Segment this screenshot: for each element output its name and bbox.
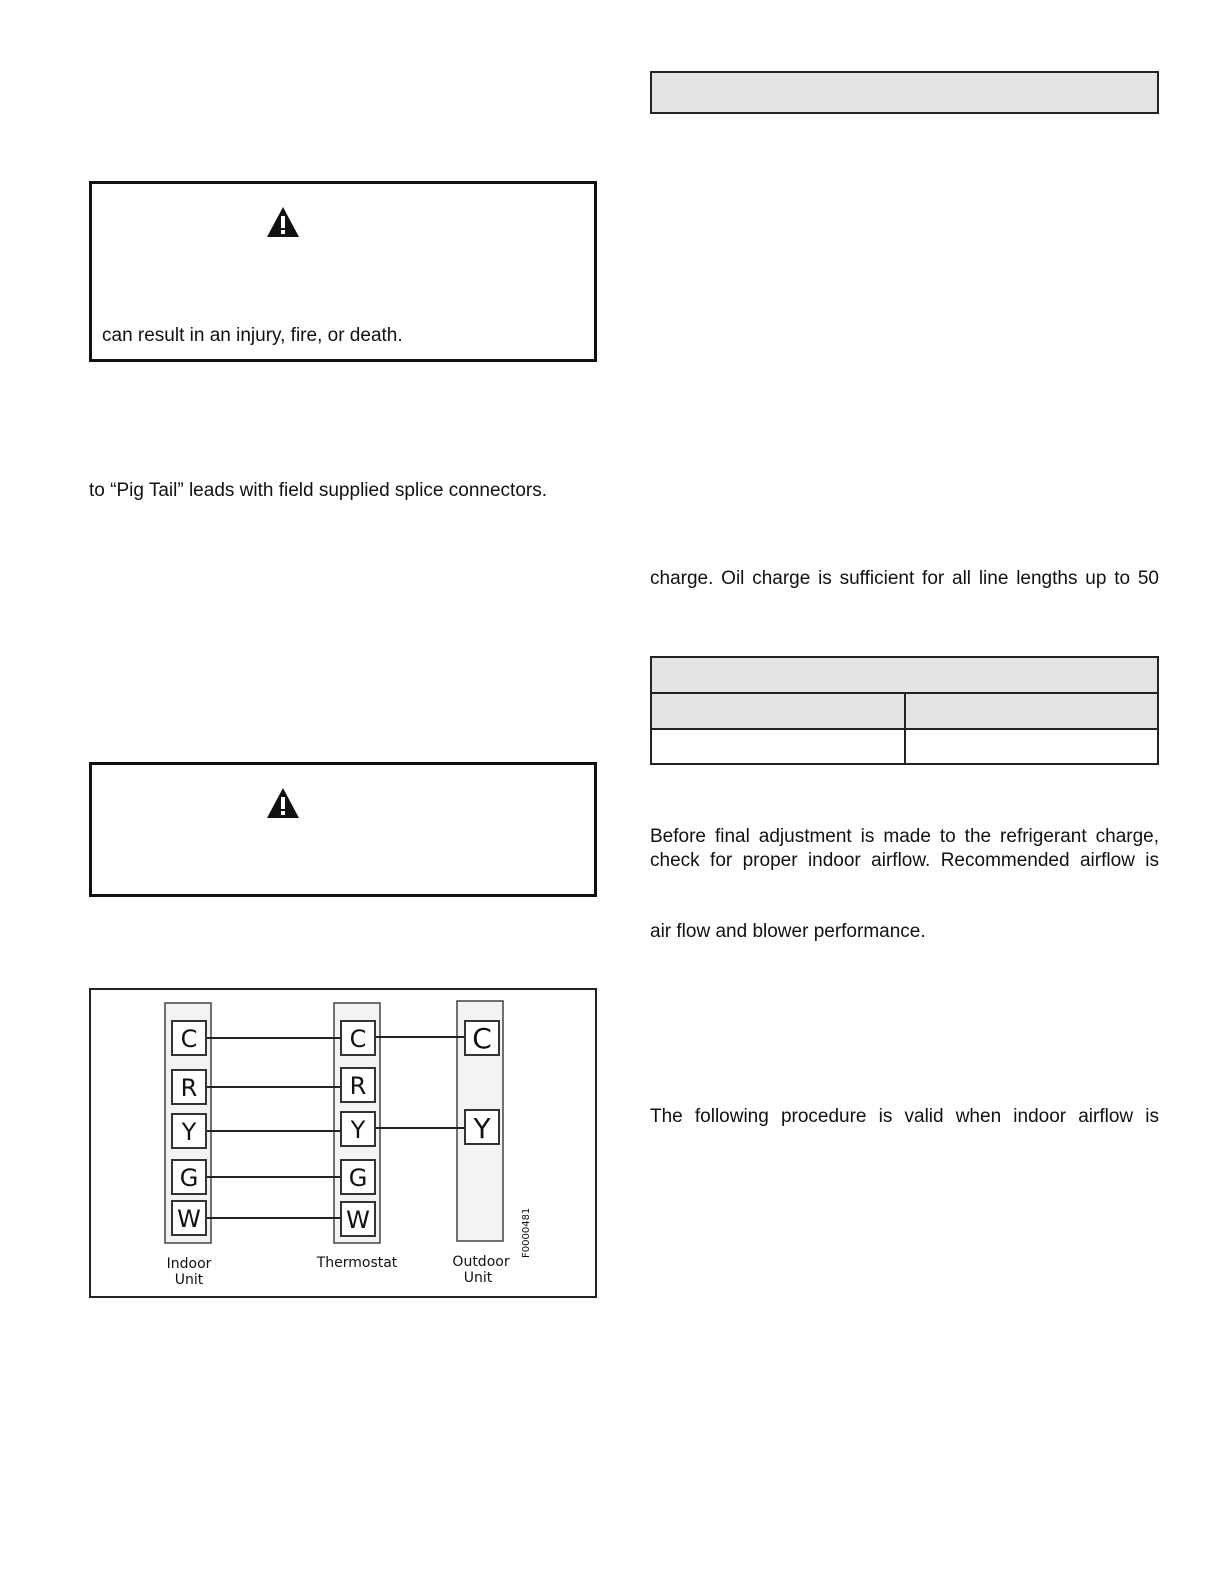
indoor-terminal-w [172, 1201, 206, 1235]
svg-text:Y: Y [181, 1118, 197, 1146]
outdoor-unit-label-2: Unit [463, 1270, 493, 1286]
procedure-text: The following procedure is valid when indoor airflow is [650, 1106, 1159, 1127]
table-cell-1 [652, 730, 906, 763]
outdoor-terminal-y [465, 1110, 499, 1145]
airflow-line-3: air flow and blower performance. [650, 921, 926, 942]
thermostat-terminal-g [341, 1160, 375, 1194]
table-header-row [652, 694, 1157, 730]
svg-text:Y: Y [473, 1112, 491, 1145]
table-title-row [652, 658, 1157, 694]
svg-text:G: G [348, 1164, 368, 1192]
indoor-unit-label: Indoor [166, 1256, 212, 1272]
oil-charge-text: charge. Oil charge is sufficient for all line lengths up to 50 [650, 568, 1159, 589]
svg-text:C: C [349, 1025, 367, 1053]
section-heading-bar [650, 71, 1159, 114]
warning-triangle-icon [266, 787, 300, 819]
table-header-cell-2 [906, 694, 1157, 728]
wiring-diagram-svg [91, 990, 595, 1296]
thermostat-label: Thermostat [316, 1255, 398, 1271]
warning-box-2 [89, 762, 597, 897]
table-header-cell-1 [652, 694, 906, 728]
svg-text:Y: Y [350, 1116, 366, 1144]
svg-text:W: W [177, 1205, 201, 1233]
thermostat-terminal-r [341, 1068, 375, 1102]
svg-text:W: W [346, 1206, 370, 1234]
thermostat-terminal-y [341, 1112, 375, 1146]
thermostat-terminal-c [341, 1021, 375, 1055]
airflow-line-2: check for proper indoor airflow. Recommended airflow is [650, 850, 1159, 871]
airflow-line-1: Before final adjustment is made to the refrigerant charge, [650, 826, 1159, 847]
charge-table [650, 656, 1159, 765]
table-cell-2 [906, 730, 1157, 763]
indoor-terminal-r [172, 1070, 206, 1104]
svg-text:R: R [180, 1074, 198, 1102]
indoor-terminal-c [172, 1021, 206, 1055]
warning-triangle-icon [266, 206, 300, 238]
outdoor-unit-label: Outdoor [452, 1254, 510, 1270]
warning-1-last-line: can result in an injury, fire, or death. [102, 325, 403, 346]
indoor-terminal-y [172, 1114, 206, 1148]
svg-text:C: C [180, 1025, 198, 1053]
outdoor-terminal-c [465, 1021, 499, 1055]
pigtail-text: to “Pig Tail” leads with field supplied splice connectors. [89, 480, 547, 501]
warning-box-1 [89, 181, 597, 362]
indoor-terminal-g [172, 1160, 206, 1194]
svg-text:G: G [179, 1164, 199, 1192]
svg-text:R: R [349, 1072, 367, 1100]
thermostat-terminal-w [341, 1202, 375, 1236]
indoor-unit-label-2: Unit [174, 1272, 204, 1288]
wiring-diagram [89, 988, 597, 1298]
svg-text:C: C [472, 1022, 492, 1055]
table-row [652, 730, 1157, 763]
figure-code: F0000481 [521, 1207, 532, 1258]
